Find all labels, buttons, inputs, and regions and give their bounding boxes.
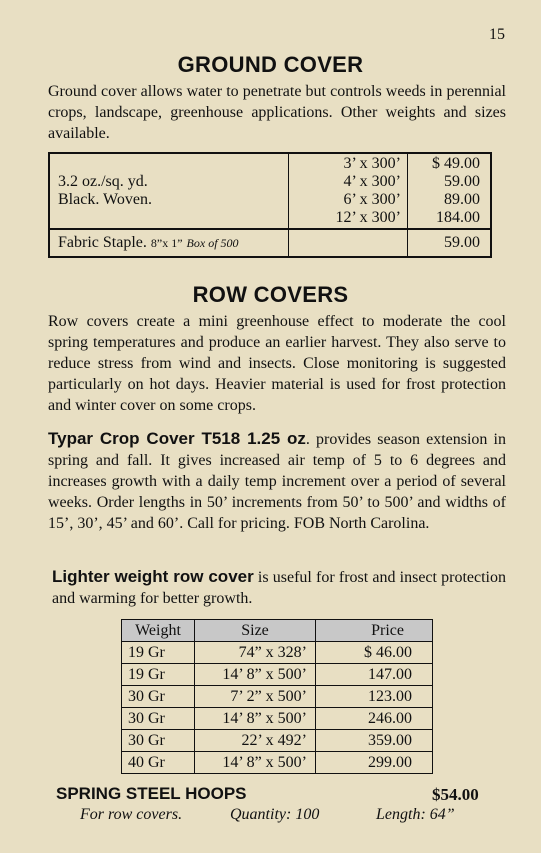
row-cover-header: [122, 620, 433, 642]
ground-cover-price: $ 49.00: [432, 155, 480, 172]
row-price: 147.00: [316, 664, 433, 686]
table-row: [122, 708, 433, 730]
page-number: 15: [489, 26, 505, 43]
row-weight: 30 Gr: [122, 730, 195, 752]
row-weight: 19 Gr: [122, 642, 195, 664]
row-cover-table: [121, 619, 433, 774]
row-weight: 19 Gr: [122, 664, 195, 686]
ground-cover-prices: [408, 153, 492, 229]
staple-price: 59.00: [408, 229, 492, 257]
typar-text: . provides season extension in spring and fall. It gives increased air temp of 5 to 6 degrees and increases growth with a daily temp increment over a period of several weeks. Order lengths in 50’ increments from 50’ to 500’ and widths of 15’, 30’, 45’ and 60’. Call for pricing. FOB North Carolina.: [48, 431, 507, 532]
row-weight: 30 Gr: [122, 708, 195, 730]
hoops-for: For row covers.: [80, 806, 183, 823]
ground-cover-price: 59.00: [444, 173, 480, 190]
staple-size-cell: [289, 229, 408, 257]
row-price: $ 46.00: [316, 642, 433, 664]
ground-cover-product-row: [49, 153, 491, 229]
row-price: 246.00: [316, 708, 433, 730]
lighter-paragraph: [52, 566, 506, 609]
ground-cover-weight: 3.2 oz./sq. yd.: [58, 173, 148, 190]
ground-cover-product: [49, 153, 289, 229]
hoops-title: SPRING STEEL HOOPS: [56, 784, 247, 803]
row-size: 7’ 2” x 500’: [195, 686, 316, 708]
table-row: [122, 642, 433, 664]
size-header: Size: [195, 620, 316, 642]
table-row: [122, 752, 433, 774]
row-price: 123.00: [316, 686, 433, 708]
ground-cover-type: Black. Woven.: [58, 191, 152, 208]
ground-cover-heading: GROUND COVER: [177, 52, 364, 77]
staple-box: Box of 500: [186, 236, 239, 250]
ground-cover-price: 184.00: [436, 209, 480, 226]
weight-header: Weight: [122, 620, 195, 642]
row-covers-heading: ROW COVERS: [192, 282, 349, 307]
row-size: 74” x 328’: [195, 642, 316, 664]
table-row: [122, 686, 433, 708]
typar-paragraph: [48, 428, 506, 534]
row-size: 14’ 8” x 500’: [195, 752, 316, 774]
typar-title: Typar Crop Cover T518 1.25 oz: [48, 429, 306, 448]
row-size: 14’ 8” x 500’: [195, 664, 316, 686]
ground-cover-intro: Ground cover allows water to penetrate but controls weeds in perennial crops, landscape, greenhouse applications. Other weights and sizes available.: [48, 83, 506, 142]
lighter-title: Lighter weight row cover: [52, 567, 254, 586]
hoops-length: Length: 64”: [376, 806, 455, 823]
staple-name: Fabric Staple.: [58, 234, 147, 251]
ground-cover-price: 89.00: [444, 191, 480, 208]
hoops-quantity: Quantity: 100: [230, 806, 320, 823]
row-size: 14’ 8” x 500’: [195, 708, 316, 730]
ground-cover-size: 3’ x 300’: [343, 155, 401, 172]
staple-row: [49, 229, 491, 257]
price-header: Price: [316, 620, 433, 642]
ground-cover-table: [48, 152, 492, 258]
row-size: 22’ x 492’: [195, 730, 316, 752]
staple-product: [49, 229, 289, 257]
ground-cover-sizes: [289, 153, 408, 229]
lighter-text: is useful for frost and insect protection and warming for better growth.: [52, 569, 507, 607]
ground-cover-size: 12’ x 300’: [335, 209, 401, 226]
row-covers-intro: Row covers create a mini greenhouse effect to moderate the cool spring temperatures and produce an earlier harvest. They also serve to reduce stress from wind and insects. Close monitoring is suggested particularly on hot days. Heavier material is used for frost protection and winter cover on some crops.: [48, 313, 506, 414]
table-row: [122, 664, 433, 686]
row-weight: 30 Gr: [122, 686, 195, 708]
row-price: 299.00: [316, 752, 433, 774]
row-price: 359.00: [316, 730, 433, 752]
table-row: [122, 730, 433, 752]
ground-cover-size: 4’ x 300’: [343, 173, 401, 190]
staple-size: 8”x 1”: [150, 236, 183, 250]
ground-cover-size: 6’ x 300’: [343, 191, 401, 208]
row-weight: 40 Gr: [122, 752, 195, 774]
hoops-price: $54.00: [432, 785, 479, 804]
